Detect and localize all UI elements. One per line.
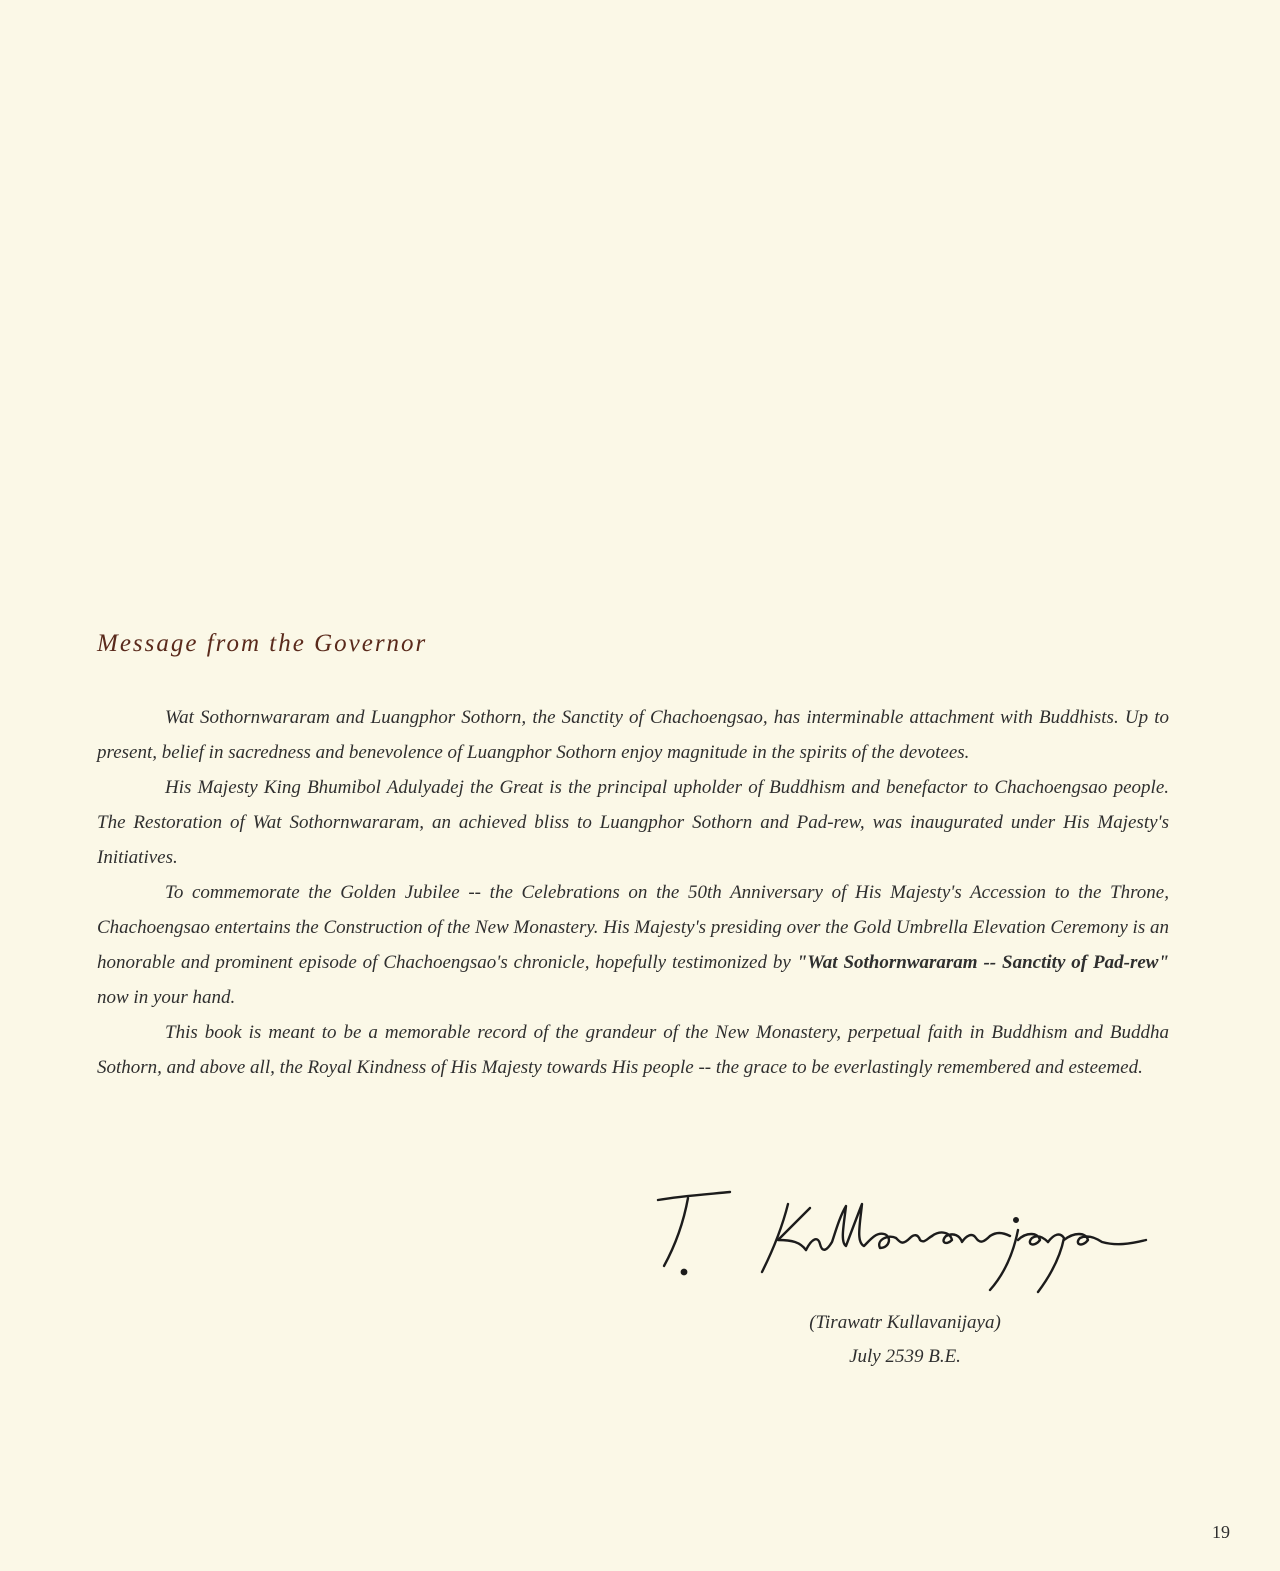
paragraph-3-text: To commemorate the Golden Jubilee -- the Celebrations on the 50th Anniversary of His Majesty's Accession to the Throne, Chachoengsao entertains the Construction of the New Monastery. His Majesty's presiding over the Gold Umbrella Elevation Ceremony is an honorable and prominent episode of Chachoengsao's chronicle, hopefully testimonized by xyxy=(97,882,1169,973)
paragraph-2: His Majesty King Bhumibol Adulyadej the Great is the principal upholder of Buddhism and benefactor to Chachoengsao people. The Restoration of Wat Sothornwararam, an achieved bliss to Luangphor Sothorn and Pad-rew, was inaugurated under His Majesty's Initiatives. xyxy=(97,777,1169,868)
paragraph-1: Wat Sothornwararam and Luangphor Sothorn, the Sanctity of Chachoengsao, has interminable attachment with Buddhists. Up to present, belief in sacredness and benevolence of Luangphor Sothorn enjoy magnitude in the spirits of the devotees. xyxy=(97,707,1169,763)
signature-date: July 2539 B.E. xyxy=(849,1346,961,1367)
paragraph-3-tail: now in your hand. xyxy=(97,987,236,1008)
signer-block xyxy=(780,1306,1030,1374)
page-title: Message from the Governor xyxy=(97,630,428,657)
page-number: 19 xyxy=(1212,1522,1230,1542)
handwritten-signature xyxy=(640,1180,1160,1300)
book-title-reference: "Wat Sothornwararam -- Sanctity of Pad-rew" xyxy=(796,952,1169,973)
paragraph-3 xyxy=(97,875,1169,1015)
signer-name: (Tirawatr Kullavanijaya) xyxy=(809,1312,1001,1333)
paragraph-4: This book is meant to be a memorable record of the grandeur of the New Monastery, perpetual faith in Buddhism and Buddha Sothorn, and above all, the Royal Kindness of His Majesty towards His people -- the grace to be everlastingly remembered and esteemed. xyxy=(97,1022,1169,1078)
message-body xyxy=(97,700,1169,1085)
